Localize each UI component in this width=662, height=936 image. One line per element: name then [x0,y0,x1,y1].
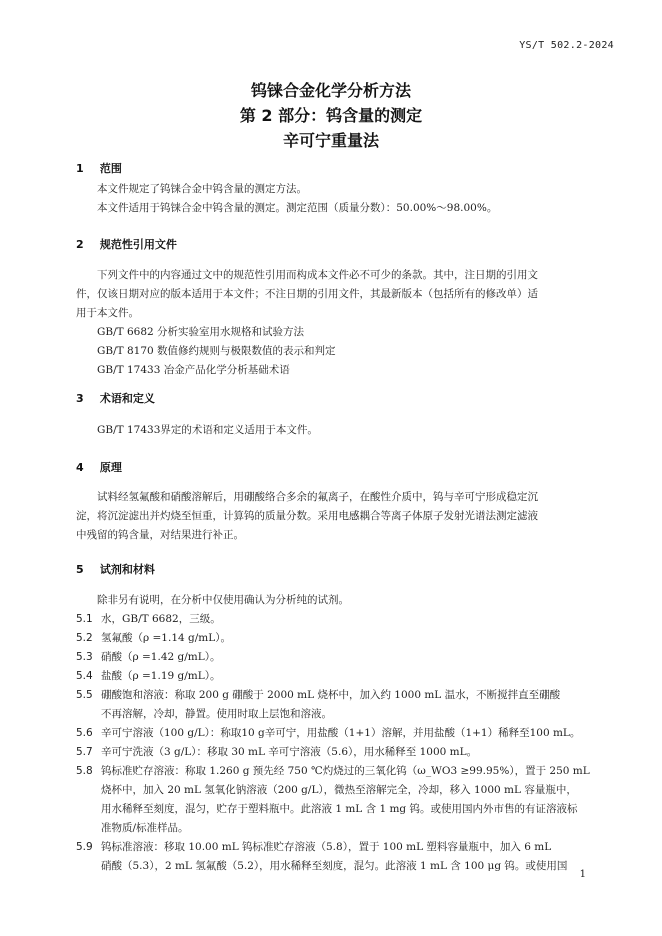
reagent-item-5-2 [76,629,590,648]
page-number: 1 [579,869,586,880]
document-subtitle: 第 2 部分：钨含量的测定 [239,106,423,125]
item-number: 5.5 [76,689,93,701]
reagent-item-5-6 [76,724,590,743]
section-number: 4 [76,461,84,474]
text-line: 淀，将沉淀滤出并灼烧至恒重，计算钨的质量分数。采用电感耦合等离子体原子发射光谱法测定滤液 [76,510,538,522]
section-heading-principle [76,459,122,475]
text-line: 用于本文件。 [76,307,139,319]
reference-item: GB/T 8170 数值修约规则与极限数值的表示和判定 [97,345,336,357]
section-title: 术语和定义 [99,392,155,405]
terms-paragraph [76,421,590,440]
document-title: 钨铼合金化学分析方法 [250,81,411,100]
principle-paragraph [76,488,590,545]
text-line: 本文件适用于钨铼合金中钨含量的测定。测定范围（质量分数）：50.00%～98.00%。 [97,202,498,214]
item-text: 盐酸（ρ =1.19 g/mL）。 [101,670,221,682]
item-text: 硝酸（5.3），2 mL 氢氟酸（5.2），用水稀释至刻度，混匀。此溶液 1 mL 含 100 μg 钨。或使用国 [101,860,568,872]
item-text: 辛可宁溶液（100 g/L）：称取10 g辛可宁，用盐酸（1+1）溶解，并用盐酸（1+1）稀释至100 mL。 [101,727,581,739]
section-heading-normative-references [76,236,177,252]
reagent-item-5-4 [76,667,590,686]
item-text: 不再溶解，冷却，静置。使用时取上层饱和溶液。 [101,708,332,720]
reagent-item-5-5 [76,686,590,724]
item-text: 硝酸（ρ =1.42 g/mL）。 [101,651,221,663]
text-line: 本文件规定了钨铼合金中钨含量的测定方法。 [97,183,307,195]
item-number: 5.4 [76,670,93,682]
reagent-item-5-3 [76,648,590,667]
section-title: 范围 [99,162,122,175]
section-title: 原理 [99,461,122,474]
item-text: 烧杯中，加入 20 mL 氢氧化钠溶液（200 g/L），微热至溶解完全，冷却，移入 1000 mL 容量瓶中， [101,784,577,796]
references-paragraph [76,266,590,380]
reagent-item-5-1 [76,610,590,629]
reagent-item-5-8 [76,762,590,838]
reagent-item-5-9 [76,838,590,876]
section-heading-scope [76,160,122,176]
text-line: GB/T 17433界定的术语和定义适用于本文件。 [97,424,318,436]
item-number: 5.8 [76,765,93,777]
item-number: 5.3 [76,651,93,663]
text-line: 中残留的钨含量，对结果进行补正。 [76,529,244,541]
item-number: 5.1 [76,613,93,625]
item-number: 5.7 [76,746,93,758]
item-number: 5.2 [76,632,93,644]
reagents-intro [76,591,590,610]
section-number: 2 [76,238,84,251]
section-number: 1 [76,162,84,175]
section-title: 规范性引用文件 [99,238,177,251]
reference-item: GB/T 6682 分析实验室用水规格和试验方法 [97,326,305,338]
item-text: 用水稀释至刻度，混匀，贮存于塑料瓶中。此溶液 1 mL 含 1 mg 钨。或使用国内外市售的有证溶液标 [101,803,578,815]
section-title: 试剂和材料 [99,563,155,576]
text-line: 除非另有说明，在分析中仅使用确认为分析纯的试剂。 [97,594,349,606]
section-heading-terms [76,390,155,406]
section-heading-reagents [76,561,155,577]
item-text: 准物质/标准样品。 [101,822,189,834]
section-number: 5 [76,563,84,576]
item-text: 钨标准贮存溶液：称取 1.260 g 预先经 750 ℃灼烧过的三氧化钨（ω_WO3 ≥99.95%），置于 250 mL [101,765,590,777]
section-number: 3 [76,392,84,405]
item-text: 钨标准溶液：移取 10.00 mL 钨标准贮存溶液（5.8），置于 100 mL 塑料容量瓶中，加入 6 mL [101,841,552,853]
method-title: 辛可宁重量法 [282,131,379,150]
standard-code: YS/T 502.2-2024 [519,40,614,51]
text-line: 件，仅该日期对应的版本适用于本文件；不注日期的引用文件，其最新版本（包括所有的修改单）适 [76,288,538,300]
item-text: 水，GB/T 6682，三级。 [101,613,221,625]
reference-item: GB/T 17433 冶金产品化学分析基础术语 [97,364,290,376]
item-text: 辛可宁洗液（3 g/L）：移取 30 mL 辛可宁溶液（5.6），用水稀释至 1000 mL。 [101,746,478,758]
text-line: 试料经氢氟酸和硝酸溶解后，用硼酸络合多余的氟离子，在酸性介质中，钨与辛可宁形成稳定沉 [97,491,538,503]
item-text: 硼酸饱和溶液：称取 200 g 硼酸于 2000 mL 烧杯中，加入约 1000 mL 温水，不断搅拌直至硼酸 [101,689,561,701]
item-number: 5.9 [76,841,93,853]
reagent-item-5-7 [76,743,590,762]
text-line: 下列文件中的内容通过文中的规范性引用而构成本文件必不可少的条款。其中，注日期的引用文 [97,269,538,281]
item-number: 5.6 [76,727,93,739]
scope-paragraph [76,180,590,218]
item-text: 氢氟酸（ρ =1.14 g/mL）。 [101,632,231,644]
